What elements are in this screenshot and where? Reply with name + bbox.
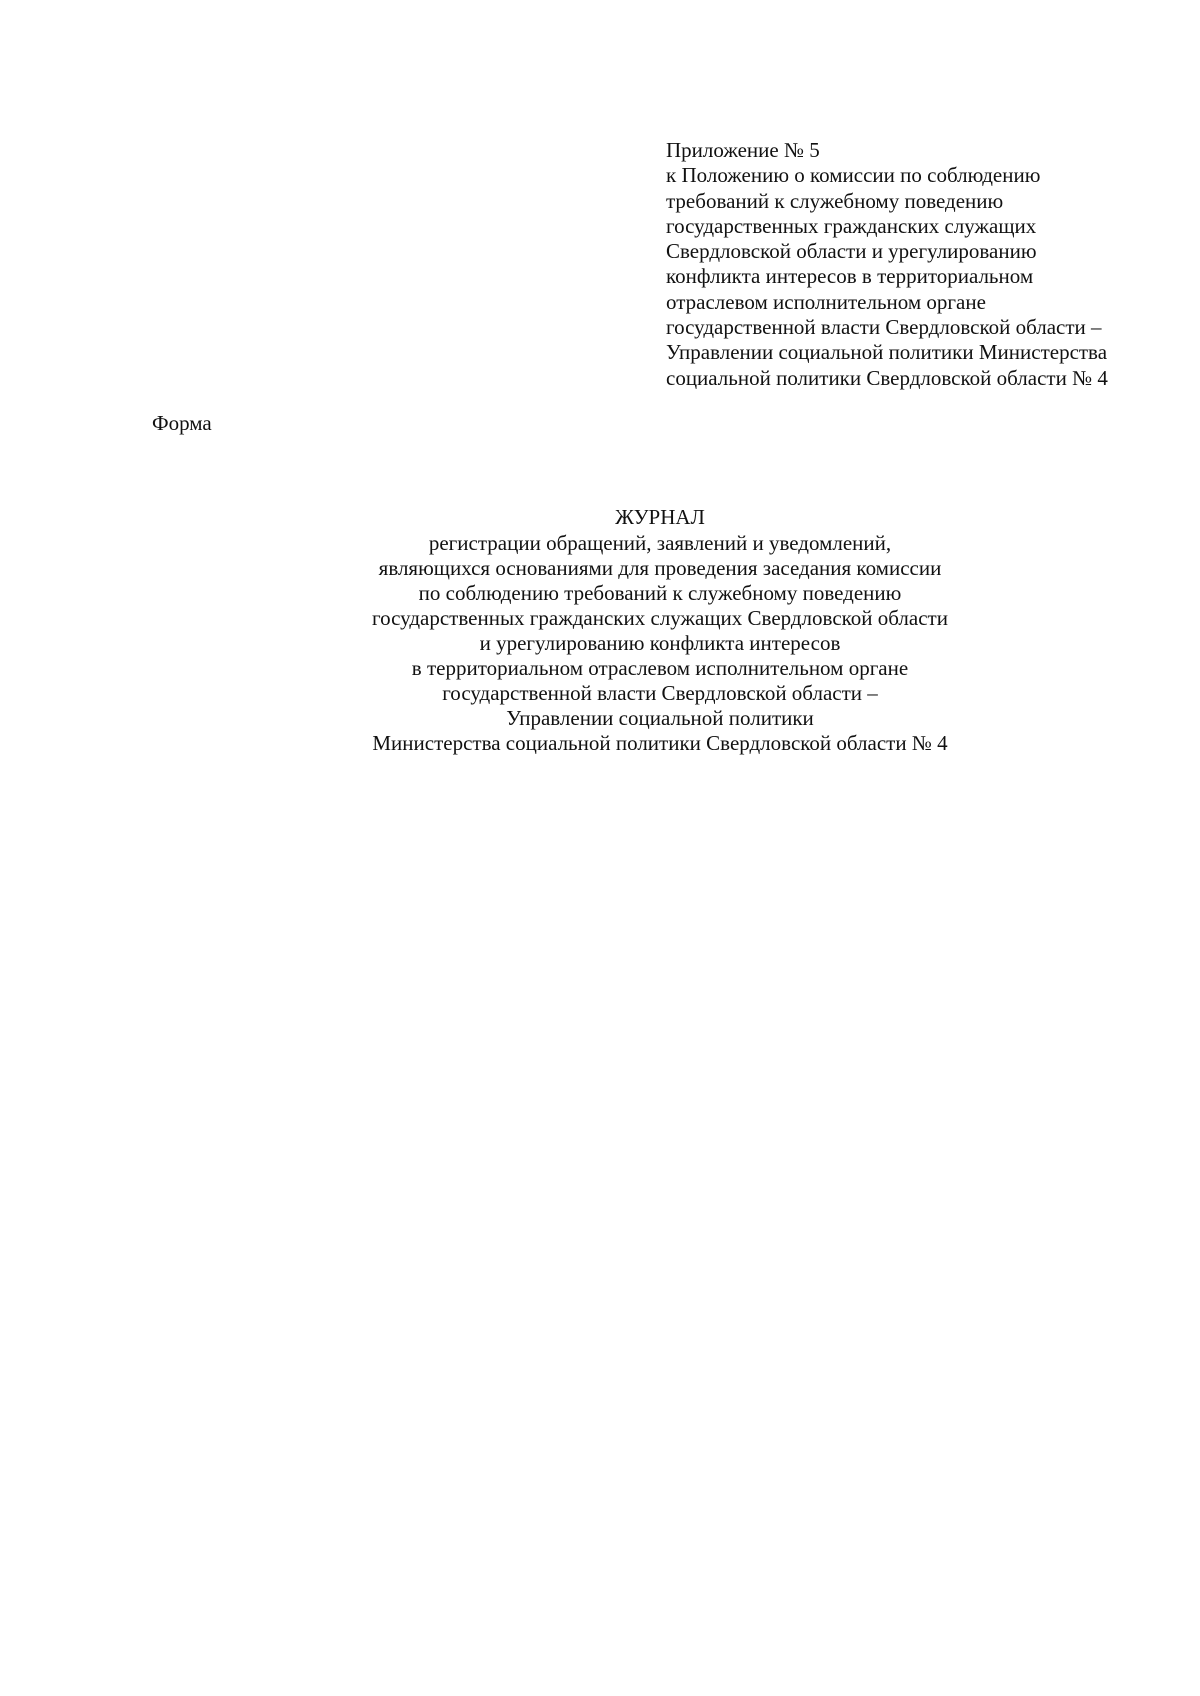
appendix-line: государственной власти Свердловской области – (666, 315, 1102, 340)
journal-line: государственной власти Свердловской области – (442, 681, 878, 705)
appendix-line: к Положению о комиссии по соблюдению (666, 163, 1041, 188)
journal-subtitle (300, 531, 1020, 756)
appendix-block (666, 138, 1166, 391)
appendix-line: отраслевом исполнительном органе (666, 289, 986, 314)
appendix-line: Управлении социальной политики Министерства (666, 340, 1108, 365)
journal-line: и урегулированию конфликта интересов (479, 631, 841, 655)
appendix-line: государственных гражданских служащих (666, 213, 1037, 238)
form-label: Форма (152, 411, 212, 435)
journal-heading-block (300, 505, 1020, 756)
journal-title: ЖУРНАЛ (615, 505, 705, 529)
appendix-line: социальной политики Свердловской области № 4 (666, 365, 1108, 390)
appendix-line: Приложение № 5 (666, 138, 820, 162)
journal-line: регистрации обращений, заявлений и уведомлений, (428, 531, 892, 555)
journal-line: являющихся основаниями для проведения заседания комиссии (378, 556, 942, 580)
journal-line: в территориальном отраслевом исполнительном органе (411, 656, 909, 680)
appendix-line: конфликта интересов в территориальном (666, 264, 1034, 289)
journal-line: по соблюдению требований к служебному поведению (418, 581, 902, 605)
journal-line: государственных гражданских служащих Свердловской области (372, 606, 948, 630)
appendix-line: Свердловской области и урегулированию (666, 239, 1037, 264)
journal-line: Министерства социальной политики Свердловской области № 4 (372, 731, 948, 755)
appendix-line: требований к служебному поведению (666, 188, 1004, 213)
journal-line: Управлении социальной политики (506, 706, 814, 730)
